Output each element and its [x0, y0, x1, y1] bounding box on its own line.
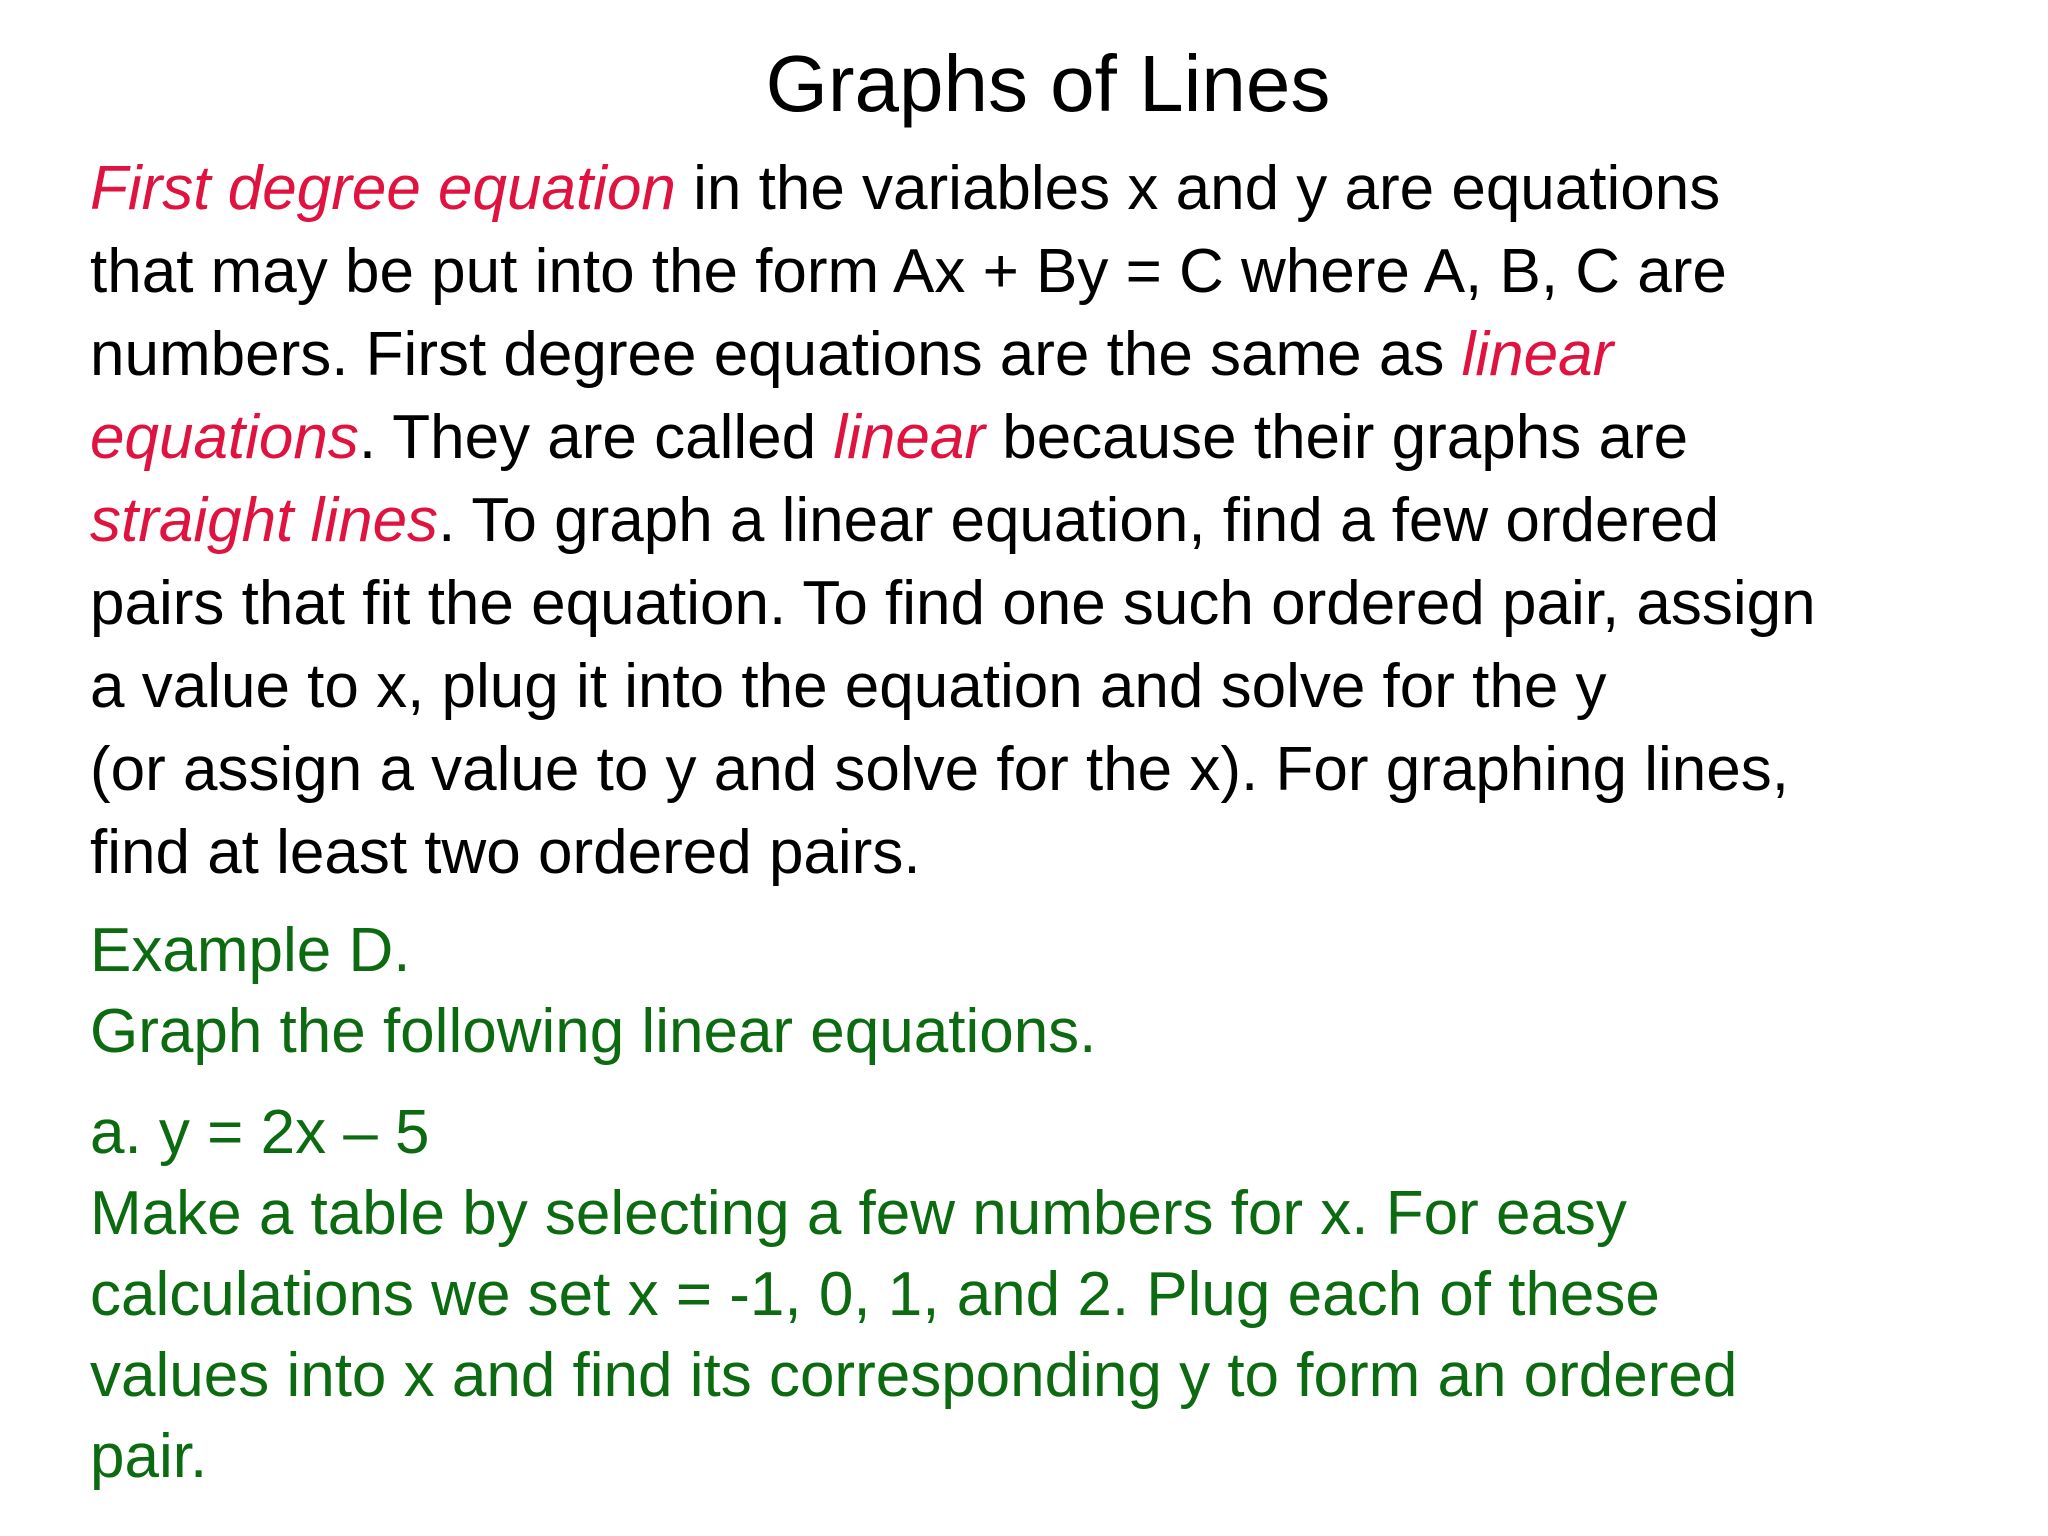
paragraph-text: because their graphs are — [984, 403, 1689, 472]
paragraph-line-2: that may be put into the form Ax + By = C where A, B, C are — [90, 237, 1727, 306]
term-first-degree-equation: First degree equation — [90, 154, 676, 223]
paragraph-line-9: find at least two ordered pairs. — [90, 818, 921, 887]
paragraph-line-6: pairs that fit the equation. To find one such ordered pair, assign — [90, 569, 1816, 638]
paragraph-line-4 — [90, 396, 2030, 479]
example-body-line-1: Make a table by selecting a few numbers for x. For easy — [90, 1179, 1627, 1248]
paragraph-text: . They are called — [358, 403, 834, 472]
paragraph-line-8: (or assign a value to y and solve for the x). For graphing lines, — [90, 735, 1789, 804]
paragraph-line-1 — [90, 147, 2030, 230]
example-heading: Example D. — [90, 916, 411, 985]
example-body-line-2: calculations we set x = -1, 0, 1, and 2. Plug each of these — [90, 1260, 1660, 1329]
example-instruction: Graph the following linear equations. — [90, 997, 1097, 1066]
example-part-a: a. y = 2x – 5 — [90, 1098, 430, 1167]
spacer — [90, 1072, 2030, 1092]
slide-title: Graphs of Lines — [765, 39, 1331, 128]
definition-paragraph — [90, 147, 2030, 894]
example-block — [90, 910, 2030, 1497]
paragraph-text: in the variables x and y are equations — [675, 154, 1721, 223]
paragraph-text: numbers. First degree equations are the same as — [90, 320, 1462, 389]
paragraph-line-7: a value to x, plug it into the equation and solve for the y — [90, 652, 1607, 721]
term-linear: linear — [1461, 320, 1614, 389]
example-body-line-3: values into x and find its corresponding y to form an ordered — [90, 1341, 1738, 1410]
term-equations: equations — [90, 403, 359, 472]
example-body-line-4: pair. — [90, 1422, 208, 1491]
paragraph-line-5 — [90, 479, 2030, 562]
paragraph-text: . To graph a linear equation, find a few ordered — [438, 486, 1720, 555]
term-straight-lines: straight lines — [90, 486, 439, 555]
paragraph-line-3 — [90, 313, 2030, 396]
term-linear: linear — [833, 403, 985, 472]
